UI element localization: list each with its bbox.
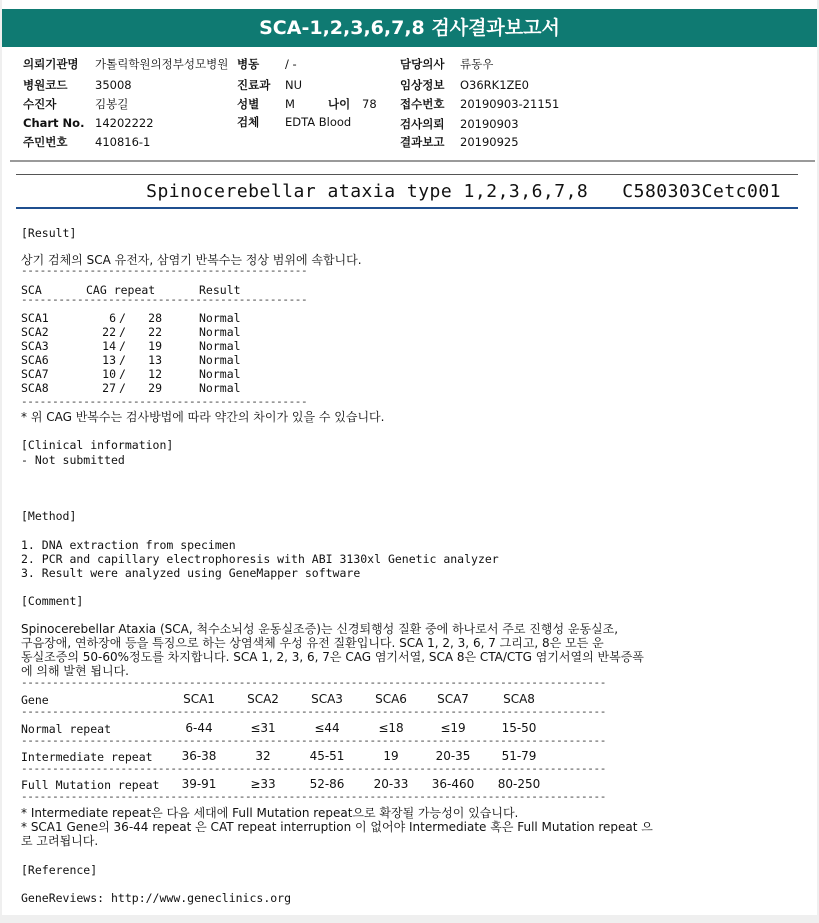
clinical-heading: [Clinical information] [21,438,174,452]
gene-row-label: Full Mutation repeat [21,778,160,792]
header-divider [10,160,815,162]
hospital-code-field: 병원코드 35008 [23,78,132,92]
comment-line-4: 에 의해 발현 됩니다. [21,664,129,678]
gene-row-cell: 51-79 [501,749,537,763]
result-row-status: Normal [199,381,241,395]
method-step-1: 1. DNA extraction from specimen [21,538,236,552]
result-row-slash: / [119,311,126,325]
specimen-field: 검체 EDTA Blood [237,115,352,129]
result-row-repeat-a: 14 [102,339,116,353]
result-row-repeat-a: 13 [102,353,116,367]
gene-row-cell: 32 [255,749,271,763]
reference-heading: [Reference] [21,863,98,877]
gene-row-label: Intermediate repeat [21,750,153,764]
gene-row-cell: ≤44 [314,721,340,735]
gene-row-cell: 6-44 [185,721,213,735]
gene-col-sca7: SCA7 [437,692,469,706]
patient-field: 수진자 김봉길 [23,97,129,111]
report-date-field: 결과보고 20190925 [400,135,519,149]
comment-heading: [Comment] [21,594,84,608]
comment-note-3: 로 고려됩니다. [21,834,99,848]
result-row-repeat-b: 19 [148,339,162,353]
result-row-repeat-b: 29 [148,381,162,395]
gene-row-rule: ---------------------------------------------------------------------------------------------- [21,790,606,803]
gene-col-sca1: SCA1 [183,692,215,706]
result-row-status: Normal [199,339,241,353]
result-row-slash: / [119,367,126,381]
gene-row-cell: 45-51 [309,749,345,763]
result-row-sca: SCA8 [21,381,49,395]
gene-row-cell: 20-33 [373,777,409,791]
result-row-repeat-b: 13 [148,353,162,367]
gene-table-top-rule: ---------------------------------------------------------------------------------------------- [21,676,606,689]
result-table-top-rule: ---------------------------------------------- [21,264,308,277]
gene-col-sca2: SCA2 [247,692,279,706]
method-step-3: 3. Result were analyzed using GeneMapper software [21,566,361,580]
gene-row-cell: ≤18 [378,721,404,735]
result-row-status: Normal [199,325,241,339]
result-row-sca: SCA3 [21,339,49,353]
test-name-title: Spinocerebellar ataxia type 1,2,3,6,7,8 C580303Cetc001 [146,181,781,202]
gene-col-sca3: SCA3 [311,692,343,706]
result-row-status: Normal [199,353,241,367]
gene-row-cell: 36-460 [431,777,475,791]
gene-col-gene: Gene [21,693,49,707]
result-row-repeat-b: 22 [148,325,162,339]
ward-field: 병동 / - [237,57,297,71]
gene-row-cell: ≤31 [250,721,276,735]
doctor-field: 담당의사 류동우 [400,57,494,71]
report-title: SCA-1,2,3,6,7,8 검사결과보고서 [2,9,817,47]
result-col-sca: SCA [21,283,42,297]
comment-line-3: 동실조증의 50-60%정도를 차지합니다. SCA 1, 2, 3, 6, 7은 CAG 염기서열, SCA 8은 CTA/CTG 염기서열의 반복증폭 [21,650,644,664]
method-step-2: 2. PCR and capillary electrophoresis with ABI 3130xl Genetic analyzer [21,552,499,566]
gene-row-cell: ≤19 [440,721,466,735]
gene-row-rule: ---------------------------------------------------------------------------------------------- [21,734,606,747]
result-row-repeat-a: 10 [102,367,116,381]
result-row-slash: / [119,339,126,353]
gene-row-cell: 39-91 [181,777,217,791]
result-row-slash: / [119,353,126,367]
age-field: 나이 78 [328,97,377,111]
result-row-repeat-a: 22 [102,325,116,339]
gene-row-cell: 20-35 [435,749,471,763]
result-row-slash: / [119,325,126,339]
result-note: * 위 CAG 반복수는 검사방법에 따라 약간의 차이가 있을 수 있습니다. [21,410,385,424]
resident-no-field: 주민번호 410816-1 [23,135,151,149]
gene-row-cell: 36-38 [181,749,217,763]
result-table-bottom-rule: ---------------------------------------------- [21,395,308,408]
comment-line-1: Spinocerebellar Ataxia (SCA, 척수소뇌성 운동실조증)는 신경퇴행성 질환 중에 하나로서 주로 진행성 운동실조, [21,622,619,636]
request-date-field: 검사의뢰 20190903 [400,117,519,131]
comment-note-1: * Intermediate repeat은 다음 세대에 Full Mutation repeat으로 확장될 가능성이 있습니다. [21,806,519,820]
result-summary: 상기 검체의 SCA 유전자, 삼염기 반복수는 정상 범위에 속합니다. [21,253,362,267]
result-row-sca: SCA2 [21,325,49,339]
method-heading: [Method] [21,509,77,523]
gene-header-rule: ---------------------------------------------------------------------------------------------- [21,705,606,718]
result-header-rule: ---------------------------------------------- [21,293,308,306]
gene-row-label: Normal repeat [21,722,112,736]
gene-row-cell: 80-250 [497,777,541,791]
result-row-sca: SCA1 [21,311,49,325]
result-row-sca: SCA6 [21,353,49,367]
title-underline [16,207,798,209]
chart-no-field: Chart No. 14202222 [23,116,154,130]
comment-line-2: 구음장애, 연하장애 등을 특징으로 하는 상염색체 우성 유전 질환입니다. SCA 1, 2, 3, 6, 7 그리고, 8은 모든 운 [21,636,604,650]
comment-note-2: * SCA1 Gene의 36-44 repeat 은 CAT repeat interruption 이 없어야 Intermediate 혹은 Full Mutation repeat 으 [21,820,653,834]
title-top-line [16,174,798,175]
sex-field: 성별 M [237,97,295,111]
result-col-result: Result [199,283,241,297]
result-row-status: Normal [199,367,241,381]
gene-row-cell: 19 [383,749,399,763]
institution-field: 의뢰기관명 가톨릭학원의정부성모병원 [23,57,229,71]
result-row-repeat-a: 27 [102,381,116,395]
gene-col-sca8: SCA8 [503,692,535,706]
result-row-repeat-b: 28 [148,311,162,325]
result-row-repeat-b: 12 [148,367,162,381]
reference-text: GeneReviews: http://www.geneclinics.org [21,891,292,905]
clinical-info-field: 임상정보 O36RK1ZE0 [400,78,529,92]
gene-col-sca6: SCA6 [375,692,407,706]
result-row-repeat-a: 6 [109,311,116,325]
result-row-slash: / [119,381,126,395]
gene-row-cell: ≥33 [250,777,276,791]
report-sheet [2,0,817,915]
result-row-sca: SCA7 [21,367,49,381]
result-col-cag: CAG repeat [86,283,156,297]
department-field: 진료과 NU [237,78,303,92]
gene-row-rule: ---------------------------------------------------------------------------------------------- [21,762,606,775]
gene-row-cell: 52-86 [309,777,345,791]
result-row-status: Normal [199,311,241,325]
gene-row-cell: 15-50 [501,721,537,735]
result-heading: [Result] [21,226,77,240]
clinical-text: - Not submitted [21,453,125,467]
receipt-no-field: 접수번호 20190903-21151 [400,97,560,111]
